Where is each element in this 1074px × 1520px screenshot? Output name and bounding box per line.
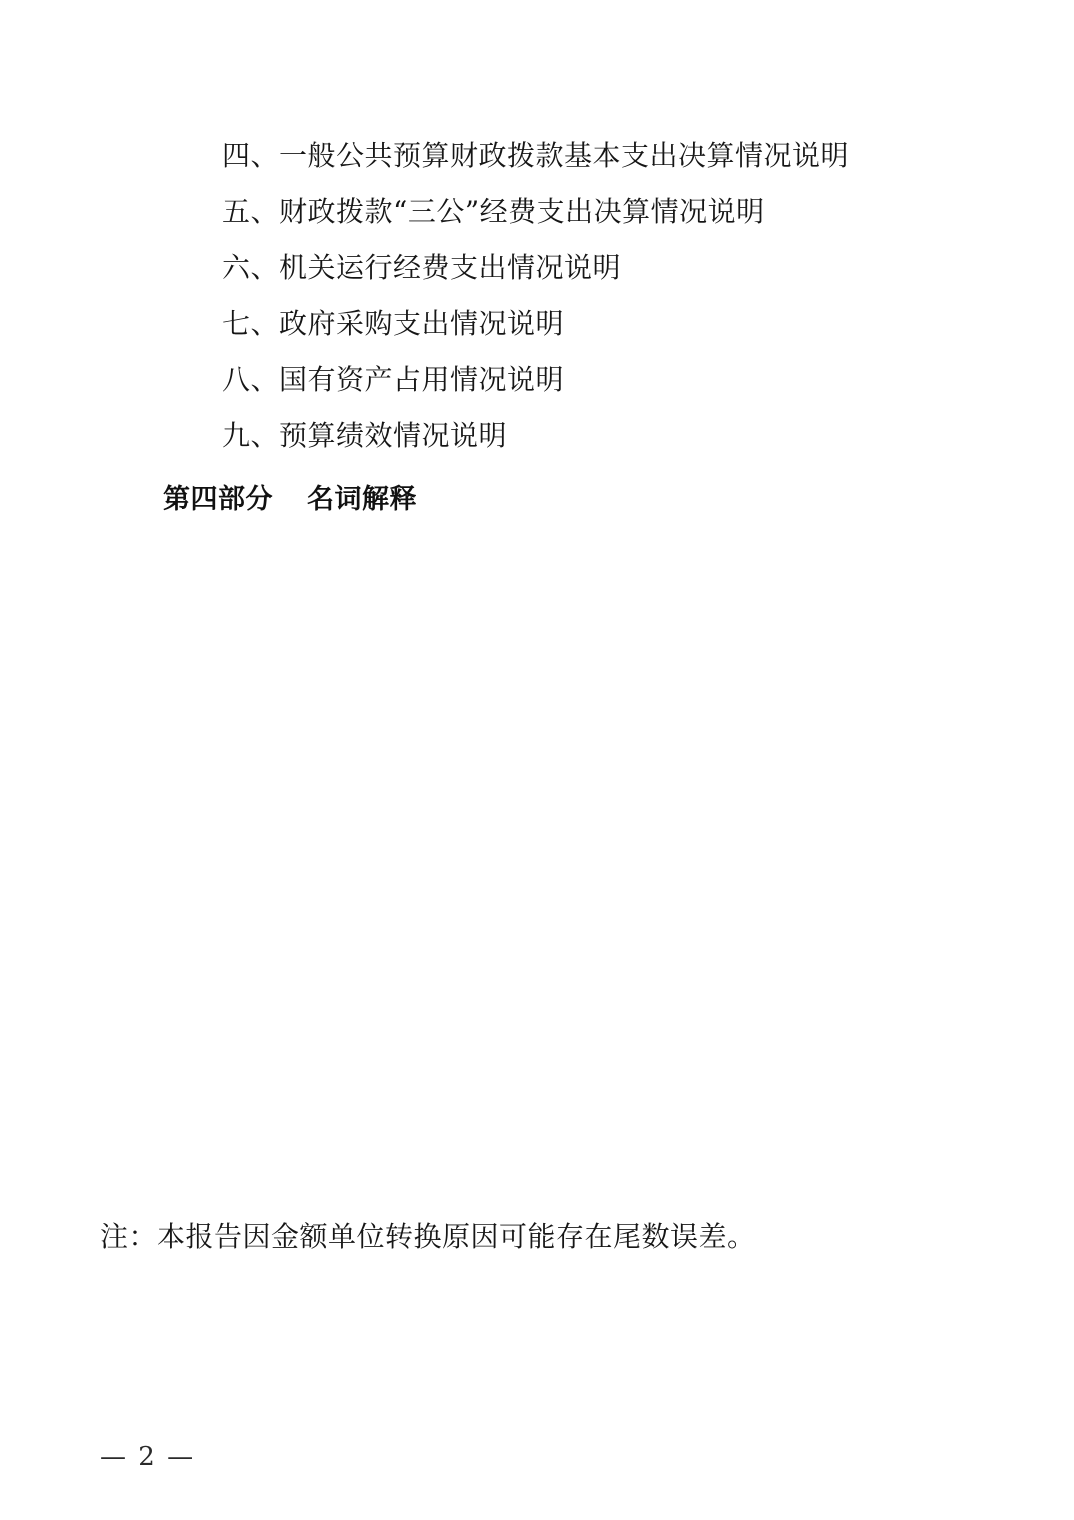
table-of-contents [0, 128, 1074, 528]
list-item: 七、政府采购支出情况说明 [222, 307, 565, 340]
list-item: 六、机关运行经费支出情况说明 [222, 251, 622, 284]
section-heading-title: 名词解释 [307, 484, 417, 515]
list-item: 八、国有资产占用情况说明 [222, 363, 565, 396]
footnote: 注：本报告因金额单位转换原因可能存在尾数误差。 [100, 1220, 756, 1253]
list-item: 九、预算绩效情况说明 [222, 419, 508, 452]
section-heading-part: 第四部分 [163, 484, 273, 515]
page-number: — 2 — [100, 1442, 196, 1472]
section-heading [0, 472, 1074, 528]
list-item: 五、财政拨款“三公”经费支出决算情况说明 [222, 195, 765, 228]
list-item: 四、一般公共预算财政拨款基本支出决算情况说明 [222, 139, 850, 172]
